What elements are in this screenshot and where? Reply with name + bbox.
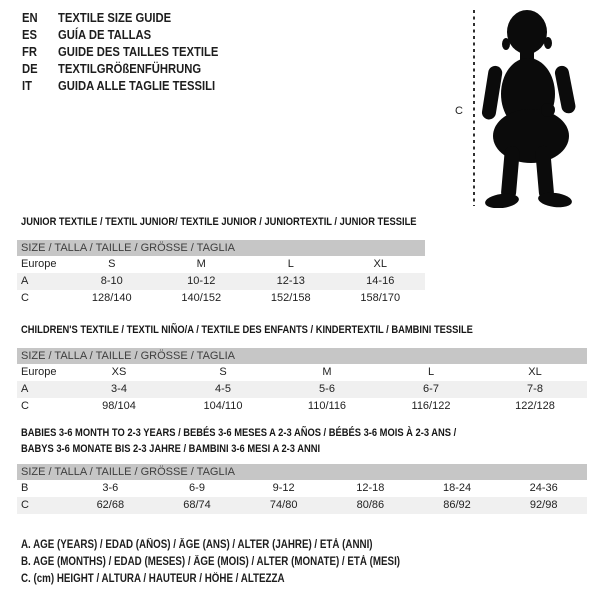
size-header-bar: SIZE / TALLA / TAILLE / GRÖSSE / TAGLIA: [17, 240, 425, 256]
table-cell: 140/152: [181, 292, 222, 304]
lang-row-es: [22, 27, 236, 44]
measurement-legend: [21, 537, 467, 588]
height-measure-label: C: [455, 105, 463, 117]
table-cell: L: [427, 366, 435, 378]
legend-line-a: A. AGE (YEARS) / EDAD (AÑOS) / ÂGE (ANS) / ALTER (JAHRE) / ETÀ (ANNI): [21, 539, 373, 551]
children-table-body: [17, 364, 587, 415]
table-cell: M: [196, 258, 206, 270]
table-cell: 12-13: [276, 275, 305, 287]
size-header-bar: SIZE / TALLA / TAILLE / GRÖSSE / TAGLIA: [17, 348, 587, 364]
table-cell: 62/68: [96, 499, 125, 511]
table-row: [17, 256, 425, 273]
table-cell: 6-7: [423, 383, 439, 395]
babies-table-body: [17, 480, 587, 514]
table-cell: S: [219, 366, 227, 378]
lang-code: EN: [22, 11, 38, 25]
table-cell: 4-5: [215, 383, 231, 395]
table-cell: 116/122: [411, 400, 451, 412]
table-cell: 7-8: [527, 383, 543, 395]
table-cell: 158/170: [360, 292, 401, 304]
lang-code: FR: [22, 45, 38, 59]
table-row: [17, 398, 587, 415]
table-row: [17, 290, 425, 307]
lang-label: GUIDA ALLE TAGLIE TESSILI: [58, 79, 216, 93]
row-label: Europe: [21, 258, 57, 270]
table-cell: M: [322, 366, 332, 378]
row-label: C: [21, 400, 29, 412]
table-cell: 3-6: [102, 482, 119, 494]
junior-size-table: [17, 240, 425, 307]
table-cell: 68/74: [183, 499, 211, 511]
table-cell: 6-9: [189, 482, 205, 494]
row-label: C: [21, 499, 29, 511]
table-cell: 74/80: [269, 499, 298, 511]
height-measure-dotted-line: [473, 10, 475, 206]
lang-row-it: [22, 78, 236, 95]
table-cell: 122/128: [515, 400, 555, 412]
table-cell: 9-12: [272, 482, 295, 494]
table-cell: 86/92: [443, 499, 471, 511]
table-cell: XL: [373, 258, 387, 270]
lang-row-de: [22, 61, 236, 78]
table-cell: 24-36: [529, 482, 558, 494]
table-cell: 152/158: [270, 292, 311, 304]
junior-table-body: [17, 256, 425, 307]
table-cell: 5-6: [319, 383, 335, 395]
toddler-silhouette-icon: [478, 8, 578, 208]
lang-code: ES: [22, 28, 38, 42]
row-label: C: [21, 292, 29, 304]
table-row: [17, 381, 587, 398]
lang-row-fr: [22, 44, 236, 61]
lang-code: IT: [22, 79, 32, 93]
table-cell: L: [287, 258, 294, 270]
table-cell: S: [108, 258, 116, 270]
language-title-list: [22, 10, 236, 95]
lang-row-en: [22, 10, 236, 27]
size-header-bar: SIZE / TALLA / TAILLE / GRÖSSE / TAGLIA: [17, 464, 587, 480]
table-cell: XL: [528, 366, 542, 378]
table-cell: 104/110: [203, 400, 243, 412]
babies-table-title-line1: BABIES 3-6 MONTH TO 2-3 YEARS / BEBÉS 3-6 MESES A 2-3 AÑOS / BÉBÉS 3-6 MOIS À 2-3 ANS /: [21, 427, 457, 439]
junior-table-title: JUNIOR TEXTILE / TEXTIL JUNIOR/ TEXTILE JUNIOR / JUNIORTEXTIL / JUNIOR TESSILE: [21, 216, 417, 228]
table-cell: 8-10: [100, 275, 123, 287]
table-cell: 80/86: [356, 499, 385, 511]
table-cell: 92/98: [529, 499, 558, 511]
legend-line-b: B. AGE (MONTHS) / EDAD (MESES) / ÂGE (MOIS) / ALTER (MONATE) / ETÀ (MESI): [21, 556, 401, 568]
legend-line-c: C. (cm) HEIGHT / ALTURA / HAUTEUR / HÖHE / ALTEZZA: [21, 573, 285, 585]
table-row: [17, 480, 587, 497]
lang-label: TEXTILGRÖßENFÜHRUNG: [58, 62, 202, 76]
table-cell: 18-24: [442, 482, 472, 494]
lang-code: DE: [22, 62, 38, 76]
babies-size-table: [17, 464, 587, 514]
table-cell: 12-18: [356, 482, 385, 494]
table-cell: 10-12: [187, 275, 216, 287]
table-row: [17, 364, 587, 381]
table-cell: 110/116: [307, 400, 347, 412]
table-cell: 128/140: [91, 292, 132, 304]
table-cell: XS: [111, 366, 127, 378]
lang-label: GUIDE DES TAILLES TEXTILE: [58, 45, 219, 59]
table-cell: 14-16: [366, 275, 395, 287]
children-size-table: [17, 348, 587, 415]
row-label: A: [21, 275, 29, 287]
table-row: [17, 273, 425, 290]
lang-label: TEXTILE SIZE GUIDE: [58, 11, 172, 25]
row-label: A: [21, 383, 29, 395]
table-cell: 3-4: [111, 383, 127, 395]
table-row: [17, 497, 587, 514]
lang-label: GUÍA DE TALLAS: [58, 28, 152, 42]
row-label: Europe: [21, 366, 57, 378]
children-table-title: CHILDREN'S TEXTILE / TEXTIL NIÑO/A / TEXTILE DES ENFANTS / KINDERTEXTIL / BAMBINI TESSILE: [21, 324, 473, 336]
table-cell: 98/104: [102, 400, 136, 412]
babies-table-title-line2: BABYS 3-6 MONATE BIS 2-3 JAHRE / BAMBINI 3-6 MESI A 2-3 ANNI: [21, 443, 321, 455]
row-label: B: [21, 482, 29, 494]
